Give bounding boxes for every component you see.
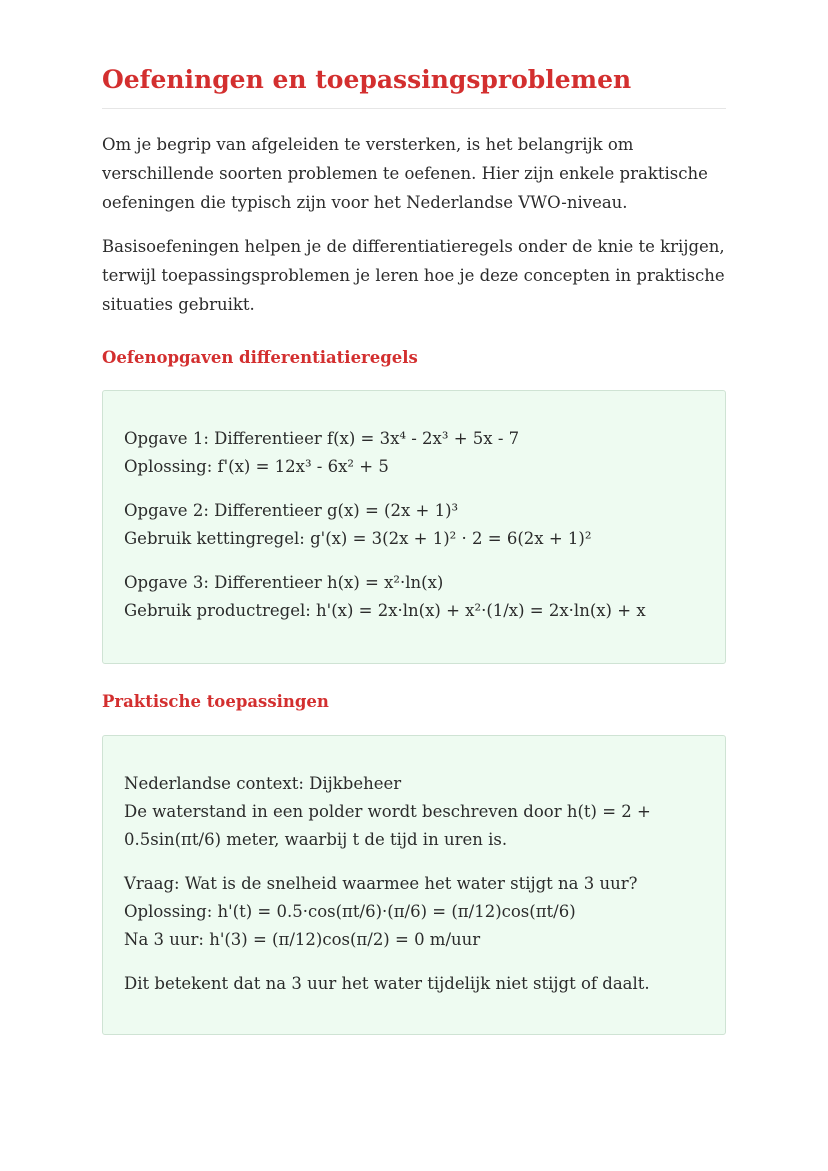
exercise-3-question: Opgave 3: Differentieer h(x) = x²·ln(x) [124, 573, 444, 592]
application-question-text: Vraag: Wat is de snelheid waarmee het water stijgt na 3 uur? [124, 874, 638, 893]
application-conclusion-text: Dit betekent dat na 3 uur het water tijdelijk niet stijgt of daalt. [124, 974, 650, 993]
exercise-2 [124, 497, 705, 553]
application-solution: Oplossing: h'(t) = 0.5·cos(πt/6)·(π/6) = (π/12)cos(πt/6) [124, 902, 576, 921]
exercise-2-question: Opgave 2: Differentieer g(x) = (2x + 1)³ [124, 501, 459, 520]
application-conclusion [124, 970, 705, 998]
exercise-1-solution: Oplossing: f'(x) = 12x³ - 6x² + 5 [124, 457, 389, 476]
application-context [124, 770, 705, 854]
exercise-3-solution: Gebruik productregel: h'(x) = 2x·ln(x) + x²·(1/x) = 2x·ln(x) + x [124, 601, 646, 620]
exercise-1-question: Opgave 1: Differentieer f(x) = 3x⁴ - 2x³ + 5x - 7 [124, 429, 520, 448]
section-heading-practical-applications: Praktische toepassingen [102, 692, 329, 711]
exercise-2-solution: Gebruik kettingregel: g'(x) = 3(2x + 1)² · 2 = 6(2x + 1)² [124, 529, 592, 548]
application-question [124, 870, 705, 954]
section-heading-differentiation-exercises: Oefenopgaven differentiatieregels [102, 348, 418, 367]
document-page [102, 62, 726, 1035]
page-title: Oefeningen en toepassingsproblemen [102, 62, 726, 109]
intro-paragraph-2: Basisoefeningen helpen je de differentiatieregels onder de knie te krijgen, terwijl toepassingsproblemen je leren hoe je deze concepten in praktische situaties gebruikt. [102, 237, 725, 314]
application-context-description: De waterstand in een polder wordt beschreven door h(t) = 2 + 0.5sin(πt/6) meter, waarbij t de tijd in uren is. [124, 802, 651, 849]
intro-paragraph-1: Om je begrip van afgeleiden te versterken, is het belangrijk om verschillende soorten problemen te oefenen. Hier zijn enkele praktische oefeningen die typisch zijn voor het Nederlandse VWO-niveau. [102, 135, 708, 212]
exercise-box [102, 390, 726, 664]
application-context-title: Nederlandse context: Dijkbeheer [124, 774, 402, 793]
exercise-3 [124, 569, 705, 625]
application-result: Na 3 uur: h'(3) = (π/12)cos(π/2) = 0 m/uur [124, 930, 481, 949]
application-box [102, 735, 726, 1035]
exercise-1 [124, 425, 705, 481]
